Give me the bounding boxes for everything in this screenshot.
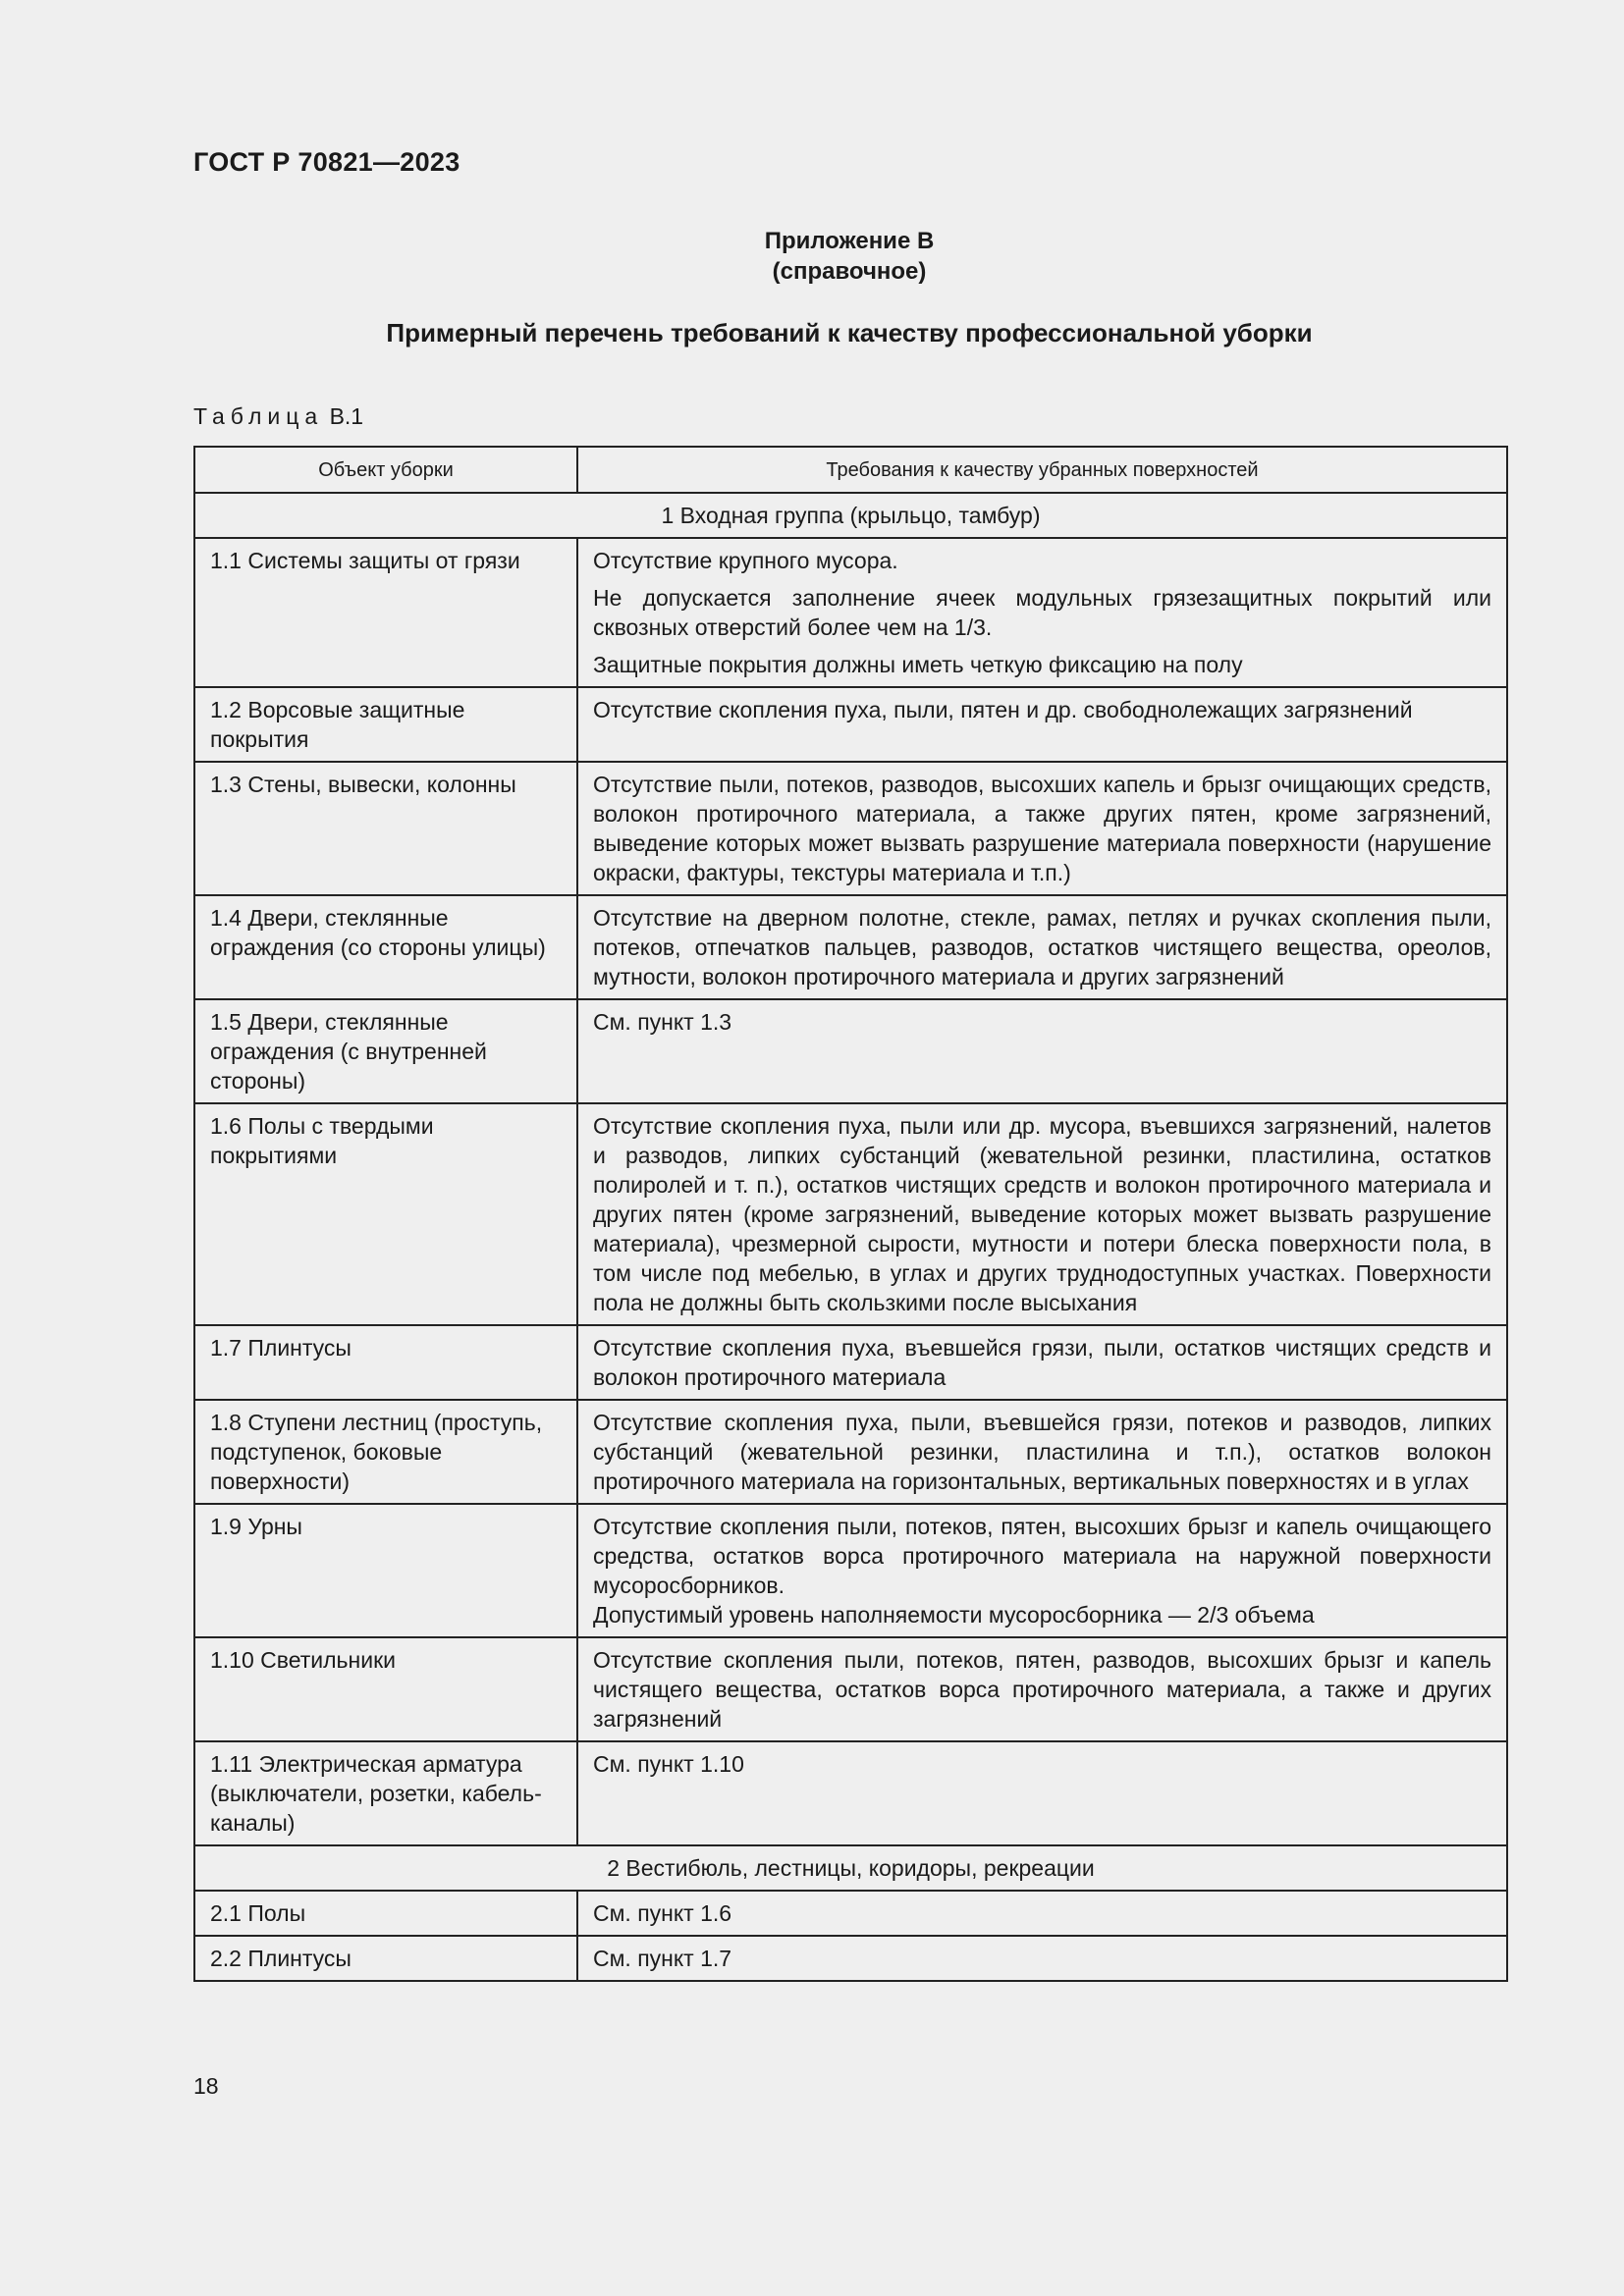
object-cell: 1.9 Урны [194, 1504, 577, 1637]
requirement-text: Допустимый уровень наполняемости мусоросборника — 2/3 объема [593, 1602, 1315, 1628]
requirement-text: Отсутствие скопления пуха, пыли, въевшейся грязи, потеков и разводов, липких субстанций (жевательной резинки, пластилина и т.п.), остатков волокон протирочного материала на горизонтальных, вертикальных поверхностях и в углах [593, 1410, 1491, 1494]
object-cell: 1.1 Системы защиты от грязи [194, 538, 577, 687]
requirement-text: См. пункт 1.10 [593, 1751, 744, 1777]
requirement-text: См. пункт 1.3 [593, 1009, 732, 1035]
requirement-text: Отсутствие скопления пыли, потеков, пятен, высохших брызг и капель очищающего средства, остатков ворса протирочного материала на наружной поверхности мусоросборников. [593, 1514, 1491, 1598]
column-header-object: Объект уборки [194, 447, 577, 493]
requirement-text: Не допускается заполнение ячеек модульных грязезащитных покрытий или сквозных отверстий более чем на 1/3. [593, 585, 1491, 640]
requirement-cell [577, 1504, 1507, 1637]
requirement-cell [577, 1741, 1507, 1845]
requirement-text: Отсутствие крупного мусора. [593, 548, 898, 573]
table-row [194, 1504, 1507, 1637]
table-row [194, 1741, 1507, 1845]
column-header-requirements: Требования к качеству убранных поверхностей [577, 447, 1507, 493]
requirement-text: Отсутствие на дверном полотне, стекле, рамах, петлях и ручках скопления пыли, потеков, отпечатков пальцев, разводов, остатков чистящего вещества, ореолов, мутности, волокон протирочного материала и других загрязнений [593, 905, 1491, 989]
object-cell: 2.2 Плинтусы [194, 1936, 577, 1981]
requirement-cell [577, 1891, 1507, 1936]
object-cell: 1.6 Полы с твердыми покрытиями [194, 1103, 577, 1325]
table-row [194, 687, 1507, 762]
object-cell: 1.8 Ступени лестниц (проступь, подступенок, боковые поверхности) [194, 1400, 577, 1504]
page-number: 18 [193, 2073, 219, 2099]
object-cell: 1.11 Электрическая арматура (выключатели, розетки, кабель-каналы) [194, 1741, 577, 1845]
object-cell: 2.1 Полы [194, 1891, 577, 1936]
table-caption [193, 403, 363, 430]
requirement-text: Защитные покрытия должны иметь четкую фиксацию на полу [593, 652, 1243, 677]
document-title: Примерный перечень требований к качеству профессиональной уборки [386, 318, 1313, 347]
section-row [194, 1845, 1507, 1891]
requirement-text: Отсутствие скопления пуха, пыли, пятен и др. свободнолежащих загрязнений [593, 697, 1413, 722]
table-header-row [194, 447, 1507, 493]
requirement-cell [577, 895, 1507, 999]
table-row [194, 1103, 1507, 1325]
requirement-cell [577, 1637, 1507, 1741]
object-cell: 1.3 Стены, вывески, колонны [194, 762, 577, 895]
requirement-cell [577, 1400, 1507, 1504]
object-cell: 1.7 Плинтусы [194, 1325, 577, 1400]
appendix-title: Приложение В [764, 228, 935, 254]
section-title: 1 Входная группа (крыльцо, тамбур) [194, 493, 1507, 538]
requirement-text: Отсутствие скопления пуха, пыли или др. мусора, въевшихся загрязнений, налетов и разводов, липких субстанций (жевательной резинки, пластилина, остатков полиролей и т. п.), остатков чистящих средств и волокон протирочного материала и других пятен (кроме загрязнений, выведение которых может вызвать разрушение материала), чрезмерной сырости, мутности и потери блеска поверхности пола, в том числе под мебелью, в углах и других труднодоступных участках. Поверхности пола не должны быть скользкими после высыхания [593, 1113, 1491, 1315]
requirement-text: Отсутствие скопления пыли, потеков, пятен, разводов, высохших брызг и капель чистящего вещества, остатков ворса протирочного материала, а также и других загрязнений [593, 1647, 1491, 1732]
requirements-table [193, 446, 1508, 1982]
table-row [194, 1400, 1507, 1504]
table-row [194, 1891, 1507, 1936]
table-caption-number: В.1 [329, 403, 364, 429]
requirement-cell [577, 1325, 1507, 1400]
object-cell: 1.10 Светильники [194, 1637, 577, 1741]
table-row [194, 762, 1507, 895]
requirement-text: См. пункт 1.6 [593, 1900, 732, 1926]
table-row [194, 999, 1507, 1103]
document-code: ГОСТ Р 70821—2023 [193, 147, 460, 177]
table-row [194, 538, 1507, 687]
section-row [194, 493, 1507, 538]
requirement-cell [577, 538, 1507, 687]
table-row [194, 1936, 1507, 1981]
table-row [194, 1325, 1507, 1400]
requirement-cell [577, 762, 1507, 895]
requirement-cell [577, 1936, 1507, 1981]
requirement-text: Отсутствие скопления пуха, въевшейся грязи, пыли, остатков чистящих средств и волокон протирочного материала [593, 1335, 1491, 1390]
object-cell: 1.2 Ворсовые защитные покрытия [194, 687, 577, 762]
object-cell: 1.4 Двери, стеклянные ограждения (со стороны улицы) [194, 895, 577, 999]
requirement-text: См. пункт 1.7 [593, 1946, 732, 1971]
appendix-type: (справочное) [772, 258, 927, 285]
table-row [194, 1637, 1507, 1741]
table-caption-label: Таблица [193, 403, 324, 429]
requirement-cell [577, 999, 1507, 1103]
section-title: 2 Вестибюль, лестницы, коридоры, рекреации [194, 1845, 1507, 1891]
appendix-heading [0, 226, 1624, 287]
requirement-cell [577, 1103, 1507, 1325]
requirement-text: Отсутствие пыли, потеков, разводов, высохших капель и брызг очищающих средств, волокон протирочного материала, а также других пятен, кроме загрязнений, выведение которых может вызвать разрушение материала поверхности (нарушение окраски, фактуры, текстуры материала и т.п.) [593, 772, 1491, 885]
table-row [194, 895, 1507, 999]
object-cell: 1.5 Двери, стеклянные ограждения (с внутренней стороны) [194, 999, 577, 1103]
requirement-cell [577, 687, 1507, 762]
